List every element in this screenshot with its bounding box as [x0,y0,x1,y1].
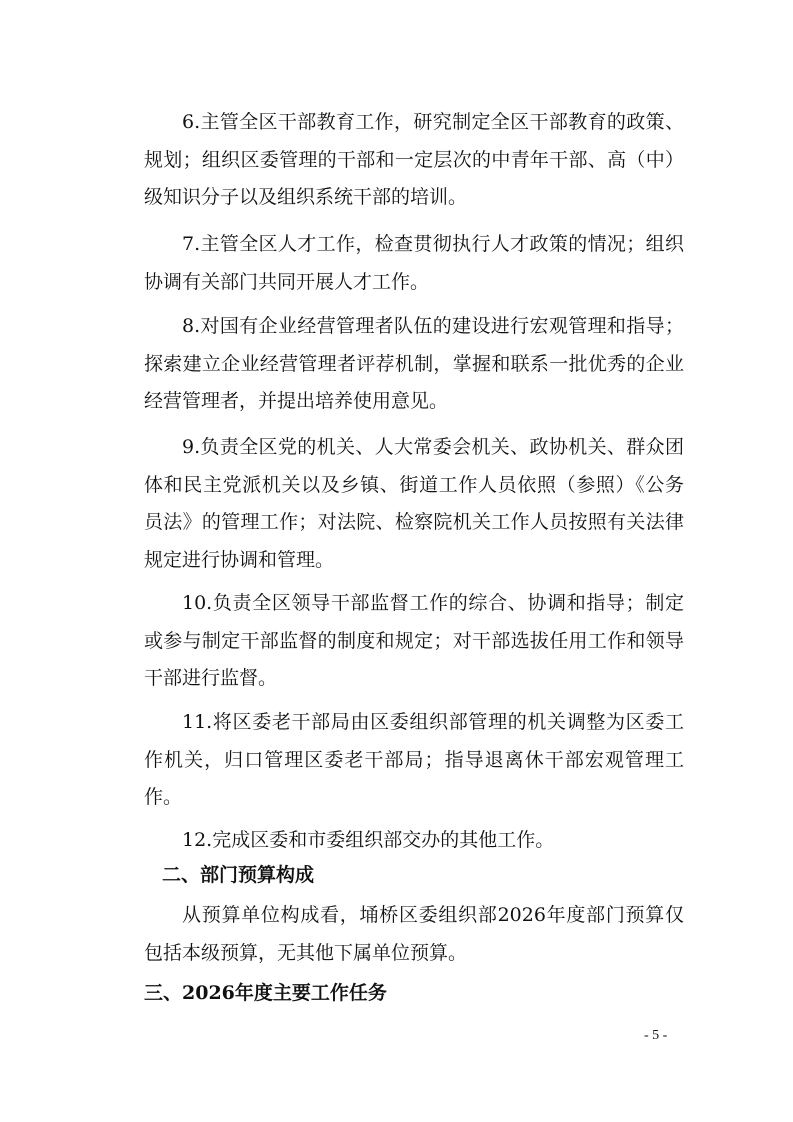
duty-item-6: 6.主管全区干部教育工作，研究制定全区干部教育的政策、规划；组织区委管理的干部和一定层次的中青年干部、高（中）级知识分子以及组织系统干部的培训。 [144,111,684,208]
duty-item-11: 11.将区委老干部局由区委组织部管理的机关调整为区委工作机关，归口管理区委老干部局；指导退离休干部宏观管理工作。 [144,711,684,808]
duty-item-7: 7.主管全区人才工作，检查贯彻执行人才政策的情况；组织协调有关部门共同开展人才工作。 [144,233,684,293]
page-number: - 5 - [644,1028,668,1043]
duty-item-10: 10.负责全区领导干部监督工作的综合、协调和指导；制定或参与制定干部监督的制度和规定；对干部选拔任用工作和领导干部进行监督。 [144,592,684,689]
duty-item-9: 9.负责全区党的机关、人大常委会机关、政协机关、群众团体和民主党派机关以及乡镇、街道工作人员依照（参照）《公务员法》的管理工作；对法院、检察院机关工作人员按照有关法律规定进行协调和管理。 [144,436,684,571]
budget-structure-paragraph: 从预算单位构成看，埇桥区委组织部2026年度部门预算仅包括本级预算，无其他下属单位预算。 [144,904,684,964]
section-heading-budget-structure: 二、部门预算构成 [162,864,315,886]
duty-item-12: 12.完成区委和市委组织部交办的其他工作。 [182,829,555,851]
section-heading-main-tasks: 三、2026年度主要工作任务 [144,982,387,1004]
duty-item-8: 8.对国有企业经营管理者队伍的建设进行宏观管理和指导；探索建立企业经营管理者评荐机制，掌握和联系一批优秀的企业经营管理者，并提出培养使用意见。 [144,315,684,412]
